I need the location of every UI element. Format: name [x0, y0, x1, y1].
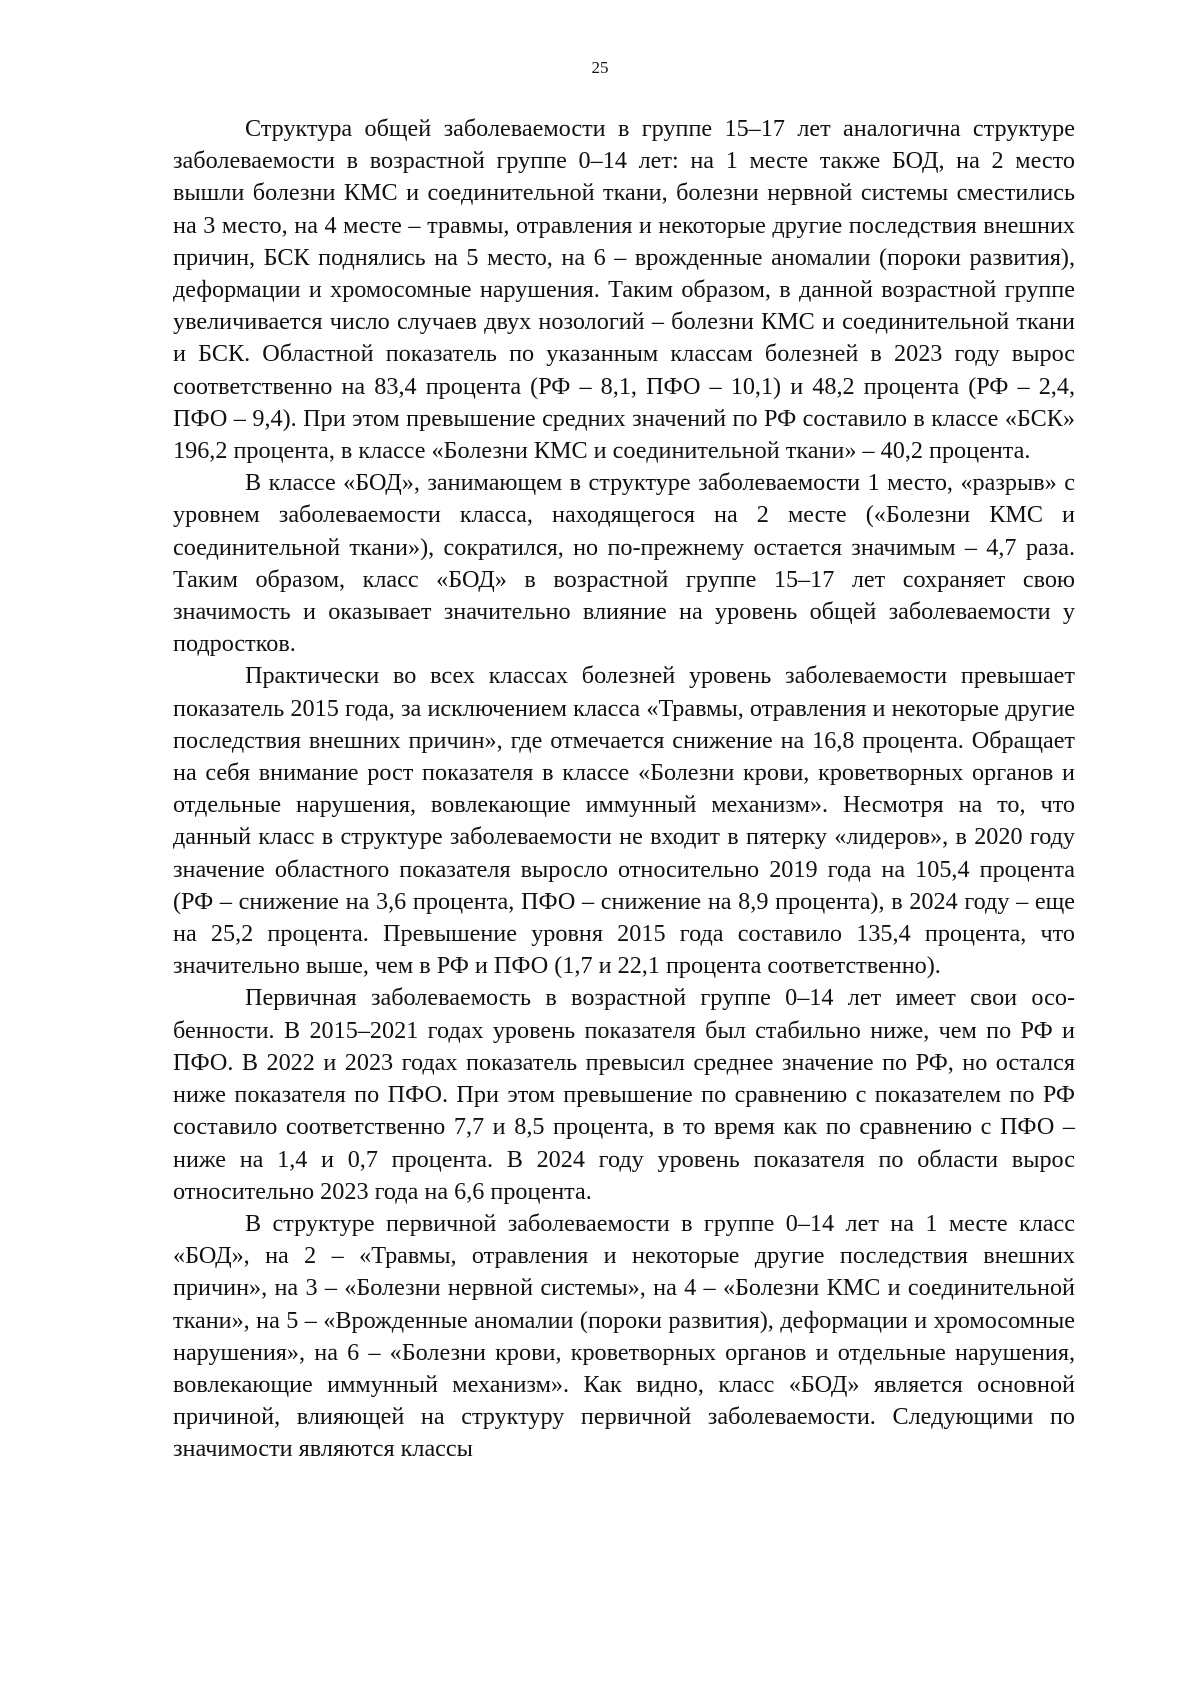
paragraph: В структуре первичной заболеваемости в группе 0–14 лет на 1 месте класс «БОД», на 2 – «Травмы, отравления и некоторые другие последствия внешних причин», на 3 – «Болезни нервной системы», на 4 – «Болезни КМС и соединительной ткани», на 5 – «Врожденные аномалии (пороки развития), деформации и хромосомные нарушения», на 6 – «Болезни крови, кроветворных органов и отдельные нарушения, вовлекающие иммунный механизм». Как видно, класс «БОД» является основной причиной, влияющей на структуру первичной заболеваемости. Следующими по значимости являются классы	[173, 1209, 1075, 1463]
document-body	[173, 113, 1075, 1466]
paragraph: В классе «БОД», занимающем в структуре заболеваемости 1 место, «разрыв» с уровнем заболеваемости класса, находящегося на 2 месте («Болезни КМС и соединительной ткани»), сократился, но по-прежнему остается значимым – 4,7 раза. Таким образом, класс «БОД» в возрастной группе 15–17 лет сохраняет свою значимость и оказывает значительно влияние на уровень общей заболеваемости у подростков.	[173, 469, 1075, 658]
page-number: 25	[591, 58, 609, 77]
paragraph: Практически во всех классах болезней уровень заболеваемости превышает показатель 2015 года, за исключением класса «Травмы, отравления и некоторые другие последствия внешних причин», где отмечается снижение на 16,8 процента. Обращает на себя внимание рост показателя в классе «Болезни крови, кроветворных органов и отдельные нарушения, вовлекающие иммунный механизм». Несмотря на то, что данный класс в структуре заболеваемости не входит в пятерку «лидеров», в 2020 году значение областного показателя выросло относительно 2019 года на 105,4 процента (РФ – снижение на 3,6 процента, ПФО – снижение на 8,9 процента), в 2024 году – еще на 25,2 процента. Превышение уровня 2015 года составило 135,4 процента, что значительно выше, чем в РФ и ПФО (1,7 и 22,1 процента соответственно).	[173, 662, 1075, 980]
paragraph: Первичная заболеваемость в возрастной группе 0–14 лет имеет свои особенности. В 2015–2021 годах уровень показателя был стабильно ниже, чем по РФ и ПФО. В 2022 и 2023 годах показатель превысил среднее значение по РФ, но остался ниже показателя по ПФО. При этом превышение по сравнению с показателем по РФ составило соответственно 7,7 и 8,5 процента, в то время как по сравнению с ПФО – ниже на 1,4 и 0,7 процента. В 2024 году уровень показателя по области вырос относительно 2023 года на 6,6 процента.	[173, 984, 1075, 1205]
paragraph: Структура общей заболеваемости в группе 15–17 лет аналогична структуре заболеваемости в возрастной группе 0–14 лет: на 1 месте также БОД, на 2 место вышли болезни КМС и соединительной ткани, болезни нервной системы сместились на 3 место, на 4 месте – травмы, отравления и некоторые другие последствия внешних причин, БСК поднялись на 5 место, на 6 – врожденные аномалии (пороки развития), деформации и хромосомные нарушения. Таким образом, в данной возрастной группе увеличивается число случаев двух нозологий – болезни КМС и соединительной ткани и БСК. Областной показатель по указанным классам болезней в 2023 году вырос соответственно на 83,4 процента (РФ – 8,1, ПФО – 10,1) и 48,2 процента (РФ – 2,4, ПФО – 9,4). При этом превышение средних значений по РФ составило в классе «БСК» 196,2 процента, в классе «Болезни КМС и соединительной ткани» – 40,2 процента.	[173, 115, 1075, 465]
